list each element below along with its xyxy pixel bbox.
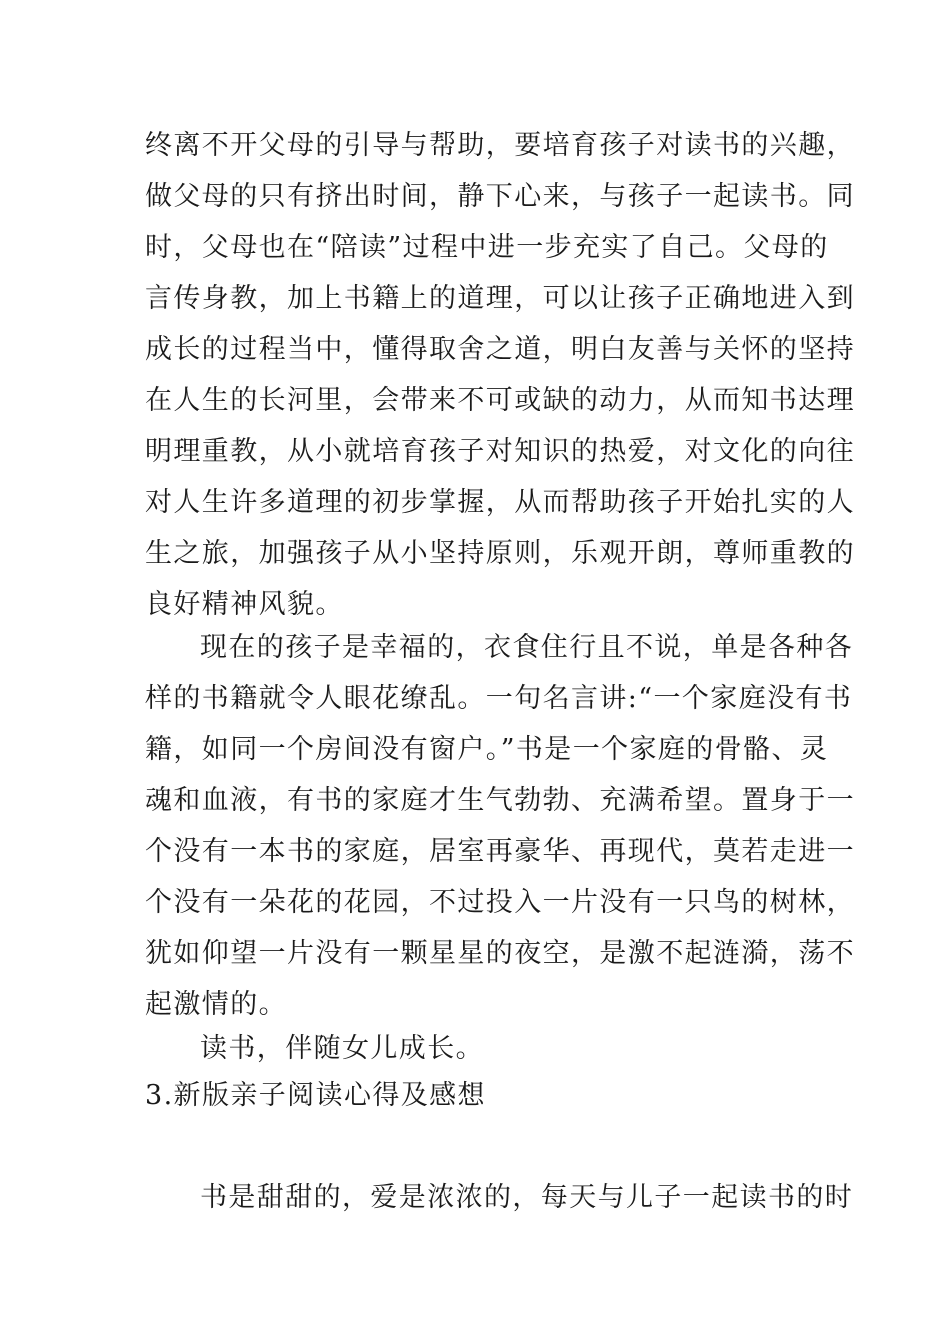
paragraph-line: 起激情的。 — [145, 989, 287, 1020]
paragraph-line: 犹如仰望一片没有一颗星星的夜空，是激不起涟漪，荡不 — [145, 938, 855, 969]
paragraph-line: 做父母的只有挤出时间，静下心来，与孩子一起读书。同 — [145, 181, 855, 212]
paragraph-line: 对人生许多道理的初步掌握，从而帮助孩子开始扎实的人 — [145, 487, 855, 518]
paragraph-line: 籍，如同一个房间没有窗户。”书是一个家庭的骨骼、灵 — [145, 734, 829, 765]
paragraph-line: 读书，伴随女儿成长。 — [200, 1033, 484, 1064]
paragraph-line: 生之旅，加强孩子从小坚持原则，乐观开朗，尊师重教的 — [145, 538, 855, 569]
paragraph-line: 良好精神风貌。 — [145, 589, 344, 620]
paragraph-line: 样的书籍就令人眼花缭乱。一句名言讲:“一个家庭没有书 — [145, 683, 853, 714]
paragraph-line: 魂和血液，有书的家庭才生气勃勃、充满希望。置身于一 — [145, 785, 855, 816]
paragraph-line: 现在的孩子是幸福的，衣食住行且不说，单是各种各 — [200, 632, 854, 663]
paragraph-line: 明理重教，从小就培育孩子对知识的热爱，对文化的向往 — [145, 436, 855, 467]
paragraph-line: 终离不开父母的引导与帮助，要培育孩子对读书的兴趣， — [145, 130, 855, 161]
paragraph-line: 在人生的长河里，会带来不可或缺的动力，从而知书达理 — [145, 385, 855, 416]
paragraph-line: 个没有一朵花的花园，不过投入一片没有一只鸟的树林， — [145, 887, 855, 918]
paragraph-line: 书是甜甜的，爱是浓浓的，每天与儿子一起读书的时 — [200, 1182, 854, 1213]
paragraph-line: 时，父母也在“陪读”过程中进一步充实了自己。父母的 — [145, 232, 829, 263]
paragraph-line: 成长的过程当中，懂得取舍之道，明白友善与关怀的坚持 — [145, 334, 855, 365]
paragraph-line: 个没有一本书的家庭，居室再豪华、再现代，莫若走进一 — [145, 836, 855, 867]
section-heading: 3.新版亲子阅读心得及感想 — [145, 1080, 486, 1111]
paragraph-line: 言传身教，加上书籍上的道理，可以让孩子正确地进入到 — [145, 283, 855, 314]
